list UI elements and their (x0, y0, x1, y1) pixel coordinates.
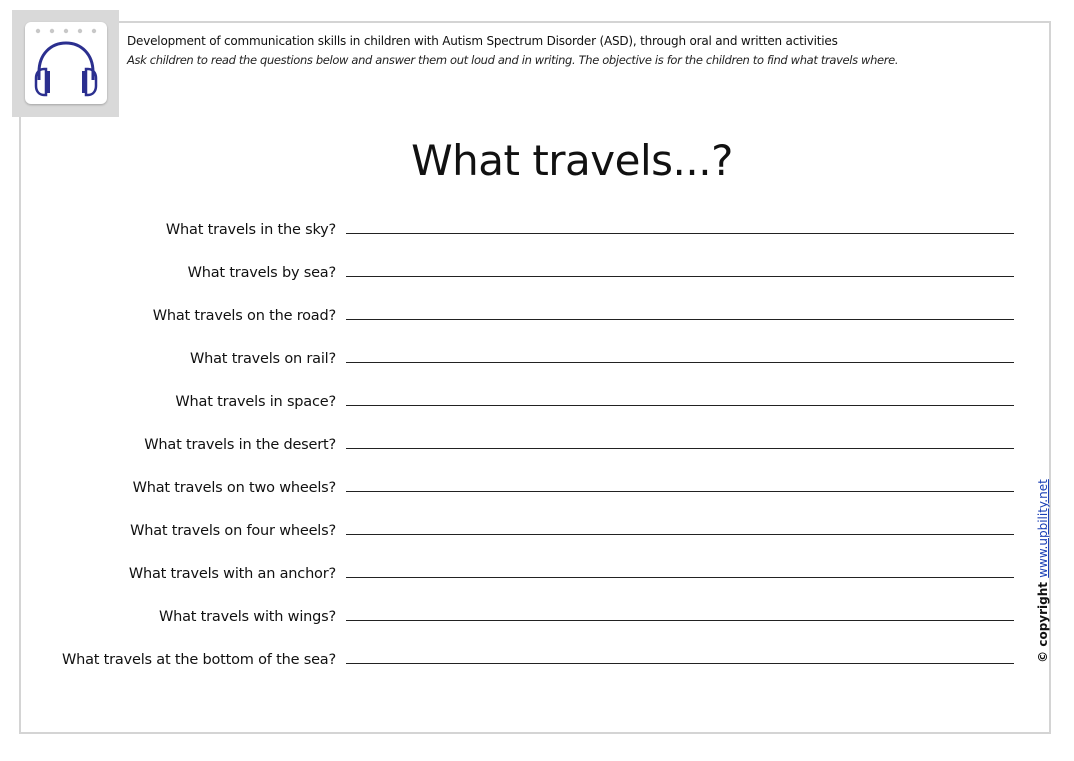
question-label: What travels on two wheels? (132, 480, 336, 496)
logo-card (25, 22, 107, 104)
question-row (0, 386, 1074, 429)
question-label: What travels on the road? (152, 308, 336, 324)
answer-line[interactable] (346, 534, 1014, 535)
question-row (0, 300, 1074, 343)
question-label: What travels in the sky? (165, 222, 336, 238)
copyright-prefix: © copyright (1036, 581, 1050, 663)
question-row (0, 644, 1074, 687)
question-row (0, 343, 1074, 386)
question-label: What travels on four wheels? (130, 523, 336, 539)
question-label: What travels with an anchor? (128, 566, 336, 582)
answer-line[interactable] (346, 405, 1014, 406)
copyright-notice (1036, 479, 1050, 663)
website-link[interactable]: www.upbility.net (1036, 479, 1050, 578)
answer-line[interactable] (346, 276, 1014, 277)
answer-line[interactable] (346, 233, 1014, 234)
question-label: What travels by sea? (187, 265, 336, 281)
question-row (0, 558, 1074, 601)
question-list (0, 214, 1074, 687)
question-label: What travels in space? (175, 394, 336, 410)
question-row (0, 257, 1074, 300)
question-row (0, 214, 1074, 257)
answer-line[interactable] (346, 362, 1014, 363)
question-row (0, 429, 1074, 472)
header-instruction: Ask children to read the questions below and answer them out loud and in writing. The objective is for the children to find what travels where. (127, 53, 899, 67)
answer-line[interactable] (346, 663, 1014, 664)
headphones-icon (25, 22, 107, 104)
question-row (0, 515, 1074, 558)
question-label: What travels on rail? (189, 351, 336, 367)
answer-line[interactable] (346, 448, 1014, 449)
question-row (0, 472, 1074, 515)
logo (12, 10, 119, 117)
answer-line[interactable] (346, 319, 1014, 320)
worksheet-title: What travels...? (411, 136, 733, 185)
question-label: What travels with wings? (158, 609, 336, 625)
answer-line[interactable] (346, 577, 1014, 578)
header-title: Development of communication skills in children with Autism Spectrum Disorder (ASD), through oral and written activities (127, 34, 838, 48)
answer-line[interactable] (346, 620, 1014, 621)
question-row (0, 601, 1074, 644)
question-label: What travels at the bottom of the sea? (61, 652, 336, 668)
answer-line[interactable] (346, 491, 1014, 492)
question-label: What travels in the desert? (144, 437, 336, 453)
